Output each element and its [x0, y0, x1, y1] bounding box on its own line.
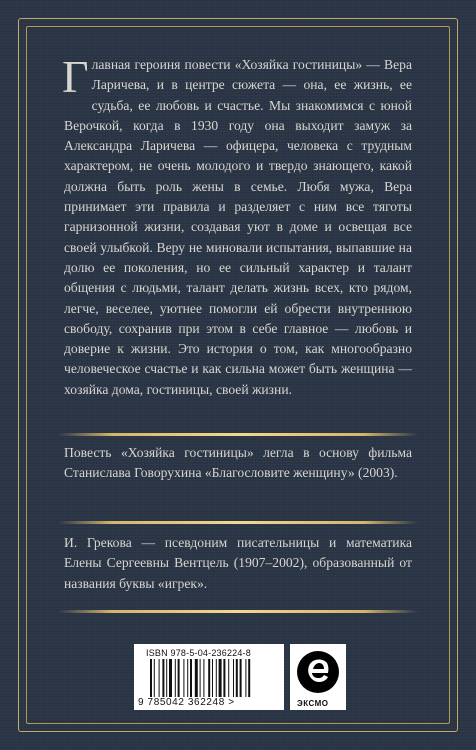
barcode-bar: [240, 659, 242, 697]
barcode-bar: [216, 659, 217, 697]
barcode-bar: [175, 659, 176, 697]
barcode-bar: [183, 659, 184, 697]
gold-divider: [58, 610, 418, 613]
barcode-bar: [190, 659, 192, 697]
barcode-bar: [195, 659, 198, 697]
barcode-bar: [203, 659, 204, 697]
author-note-paragraph: И. Грекова — псевдоним писательницы и математика Елены Сергеевны Вентцель (1907–2002), образованный от названия буквы «игрек».: [64, 535, 412, 591]
barcode-bars: [150, 659, 274, 697]
barcode-bar: [228, 659, 229, 697]
barcode-bar: [178, 659, 180, 697]
barcode-bar: [236, 659, 238, 697]
barcode-bar: [200, 659, 201, 697]
gold-divider: [58, 433, 418, 436]
barcode-bar: [248, 659, 250, 697]
barcode-bar: [150, 659, 152, 697]
isbn-label: ISBN 978-5-04-236224-8: [146, 648, 251, 658]
annotation-paragraph: [62, 51, 412, 400]
barcode-digits: 9 785042 362248 >: [138, 697, 235, 708]
barcode-bar: [208, 659, 210, 697]
barcode-bar: [154, 659, 155, 697]
drop-cap: Г: [62, 51, 89, 102]
barcode-bar: [162, 659, 164, 697]
barcode-bar: [245, 659, 246, 697]
barcode-bar: [219, 659, 222, 697]
eksmo-e-logo-icon: [290, 644, 346, 700]
gold-divider: [58, 521, 418, 524]
barcode-bar: [187, 659, 188, 697]
barcode-bar: [223, 659, 225, 697]
barcode-bar: [159, 659, 160, 697]
barcode-bar: [212, 659, 213, 697]
barcode-bar: [166, 659, 167, 697]
annotation-text: лавная героиня повести «Хозяйка гостиницы» — Вера Ларичева, и в центре сюжета — она, ее жизнь, ее судьба, ее любовь и счастье. Мы знакомимся с юной Верочкой, когда в 1930 году она выходит замуж за Александра Ларичева — офицера, человека с трудным характером, не очень молодого и твердо знающего, какой должна быть роль жены в семье. Любя мужа, Вера принимает эти правила и разделяет с ним все тяготы гарнизонной жизни, создавая уют в доме и освещая все своей улыбкой. Веру не миновали испытания, выпавшие на долю ее поколения, но ее сильный характер и талант общения с людьми, талант делать жизнь всех, кто рядом, легче, веселее, уютнее помогли ей обрести внутреннюю свободу, сохранив при этом в себе главное — любовь и доверие к жизни. Это история о том, как многообразно человеческое счастье и как сильна может быть женщина — хозяйка дома, гостиницы, своей жизни.: [64, 57, 412, 397]
publisher-name: ЭКСМО: [297, 699, 329, 708]
film-note-paragraph: Повесть «Хозяйка гостиницы» легла в основу фильма Станислава Говорухина «Благословите женщину» (2003).: [64, 445, 412, 481]
barcode-bar: [233, 659, 234, 697]
barcode-bar: [169, 659, 172, 697]
